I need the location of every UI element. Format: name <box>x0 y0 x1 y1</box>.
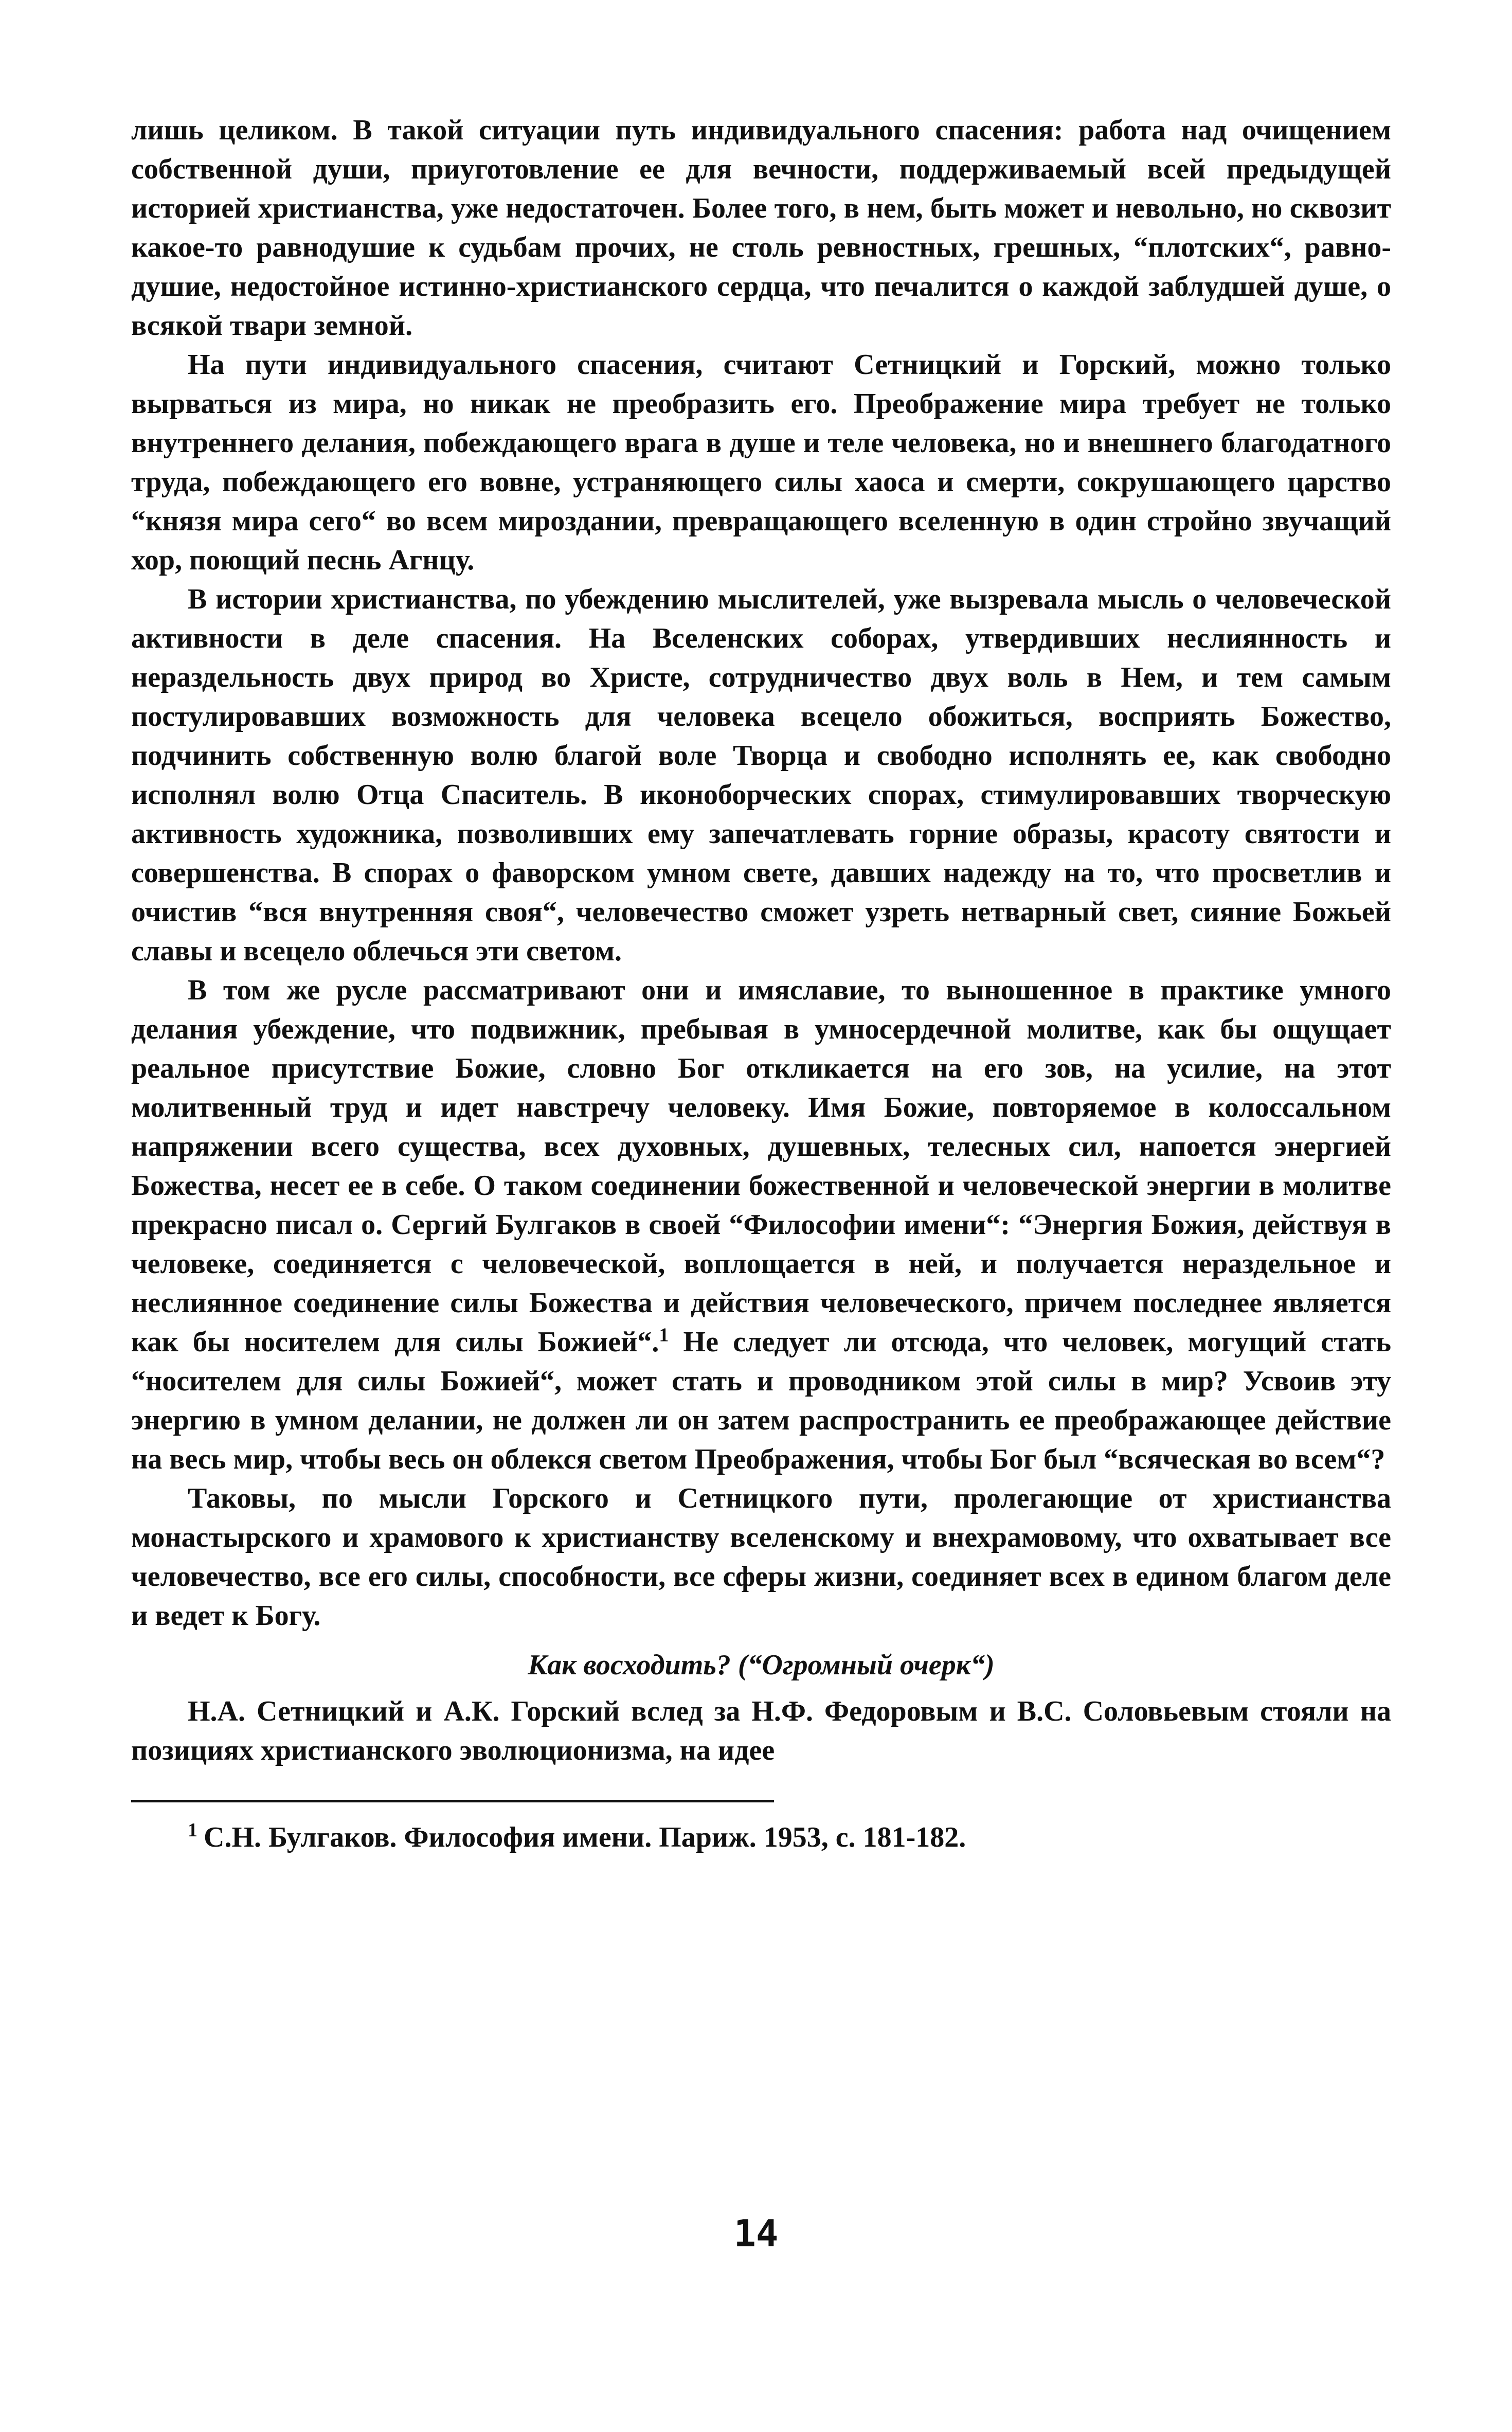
paragraph-3: В истории христианства, по убеждению мыслителей, уже вызревала мысль о человеческой активности в деле спасения. На Вселенских соборах, утвердивших неслиянность и нераздельность двух природ во Христе, сотрудничество двух воль в Нем, и тем самым постулировавших возможность для человека всецело обожиться, восприять Божество, подчинить собственную волю благой воле Творца и свободно исполнять ее, как свободно исполнял волю Отца Спаситель. В иконоборческих спорах, стимулировавших творческую активность художника, позволивших ему запечатлевать горние образы, красоту святости и совершенства. В спорах о фаворском умном свете, давших надежду на то, что просветлив и очистив “вся внутренняя своя“, человечество сможет узреть нетварный свет, сияние Божьей славы и всецело облечься эти светом. <box>131 583 1391 967</box>
page-body <box>131 111 1391 1857</box>
paragraph-1: лишь целиком. В такой ситуации путь индивидуального спасения: работа над очищением собственной души, приуготовление ее для вечности, поддерживаемый всей предыдущей историей христианства, уже недостаточен. Более того, в нем, быть может и невольно, но сквозит какое-то равнодушие к судьбам прочих, не столь ревностных, грешных, “плотских“, равнодушие, недостойное истинно-христианского сердца, что печалится о каждой заблудшей душе, о всякой твари земной. <box>131 114 1391 342</box>
footnote-text: С.Н. Булгаков. Философия имени. Париж. 1953, с. 181-182. <box>204 1821 966 1853</box>
footnote-mark: 1 <box>188 1819 197 1841</box>
paragraph-4-text-after: Не следует ли отсюда, что человек, могущий стать “носителем для силы Божией“, может стать и проводником этой силы в мир? Усвоив эту энергию в умном делании, не должен ли он затем распространить ее преображающее действие на весь мир, чтобы весь он облекся светом Преображения, чтобы Бог был “всяческая во всем“? <box>131 1326 1391 1475</box>
paragraph-4 <box>131 971 1391 1479</box>
paragraph-6: Н.А. Сетницкий и А.К. Горский вслед за Н.Ф. Федоровым и В.С. Соловьевым стояли на позициях христианского эволюционизма, на идее <box>131 1695 1391 1766</box>
section-heading: Как восходить? (“Огромный очерк“) <box>528 1649 995 1681</box>
paragraph-2: На пути индивидуального спасения, считают Сетницкий и Горский, можно только вырваться из мира, но никак не преобразить его. Преображение мира требует не только внутреннего делания, побеждающего врага в душе и теле человека, но и внешнего благодатного труда, побеждающего его вовне, устраняющего силы хаоса и смерти, сокрушающего царство “князя мира сего“ во всем мироздании, превращающего вселенную в один стройно звучащий хор, поющий песнь Агнцу. <box>131 349 1391 576</box>
footnote-divider <box>131 1800 774 1802</box>
footnote-reference: 1 <box>659 1324 669 1346</box>
footnote <box>131 1818 1391 1857</box>
paragraph-4-text-before: В том же русле рассматривают они и имяславие, то выношенное в практике умного делания убеждение, что подвижник, пребывая в умносердечной молитве, как бы ощущает реальное присутствие Божие, словно Бог откликается на его зов, на усилие, на этот молитвенный труд и идет навстречу человеку. Имя Божие, повторяемое в колоссальном напряжении всего существа, всех духовных, душевных, телесных сил, напоется энергией Божества, несет ее в себе. О таком соединении божественной и человеческой энергии в молитве прекрасно писал о. Сергий Булгаков в своей “Философии имени“: “Энергия Божия, действуя в человеке, соединяется с человеческой, воплощается в ней, и получается нераздельное и неслиянное соединение силы Божества и действия человеческого, причем последнее является как бы носителем для силы Божией“. <box>131 974 1391 1358</box>
page-number: 14 <box>733 2212 779 2255</box>
paragraph-5: Таковы, по мысли Горского и Сетницкого пути, пролегающие от христианства монастырского и храмового к христианству вселенскому и внехрамовому, что охватывает все человечество, все его силы, способности, все сферы жизни, соединяет всех в едином благом деле и ведет к Богу. <box>131 1482 1391 1632</box>
